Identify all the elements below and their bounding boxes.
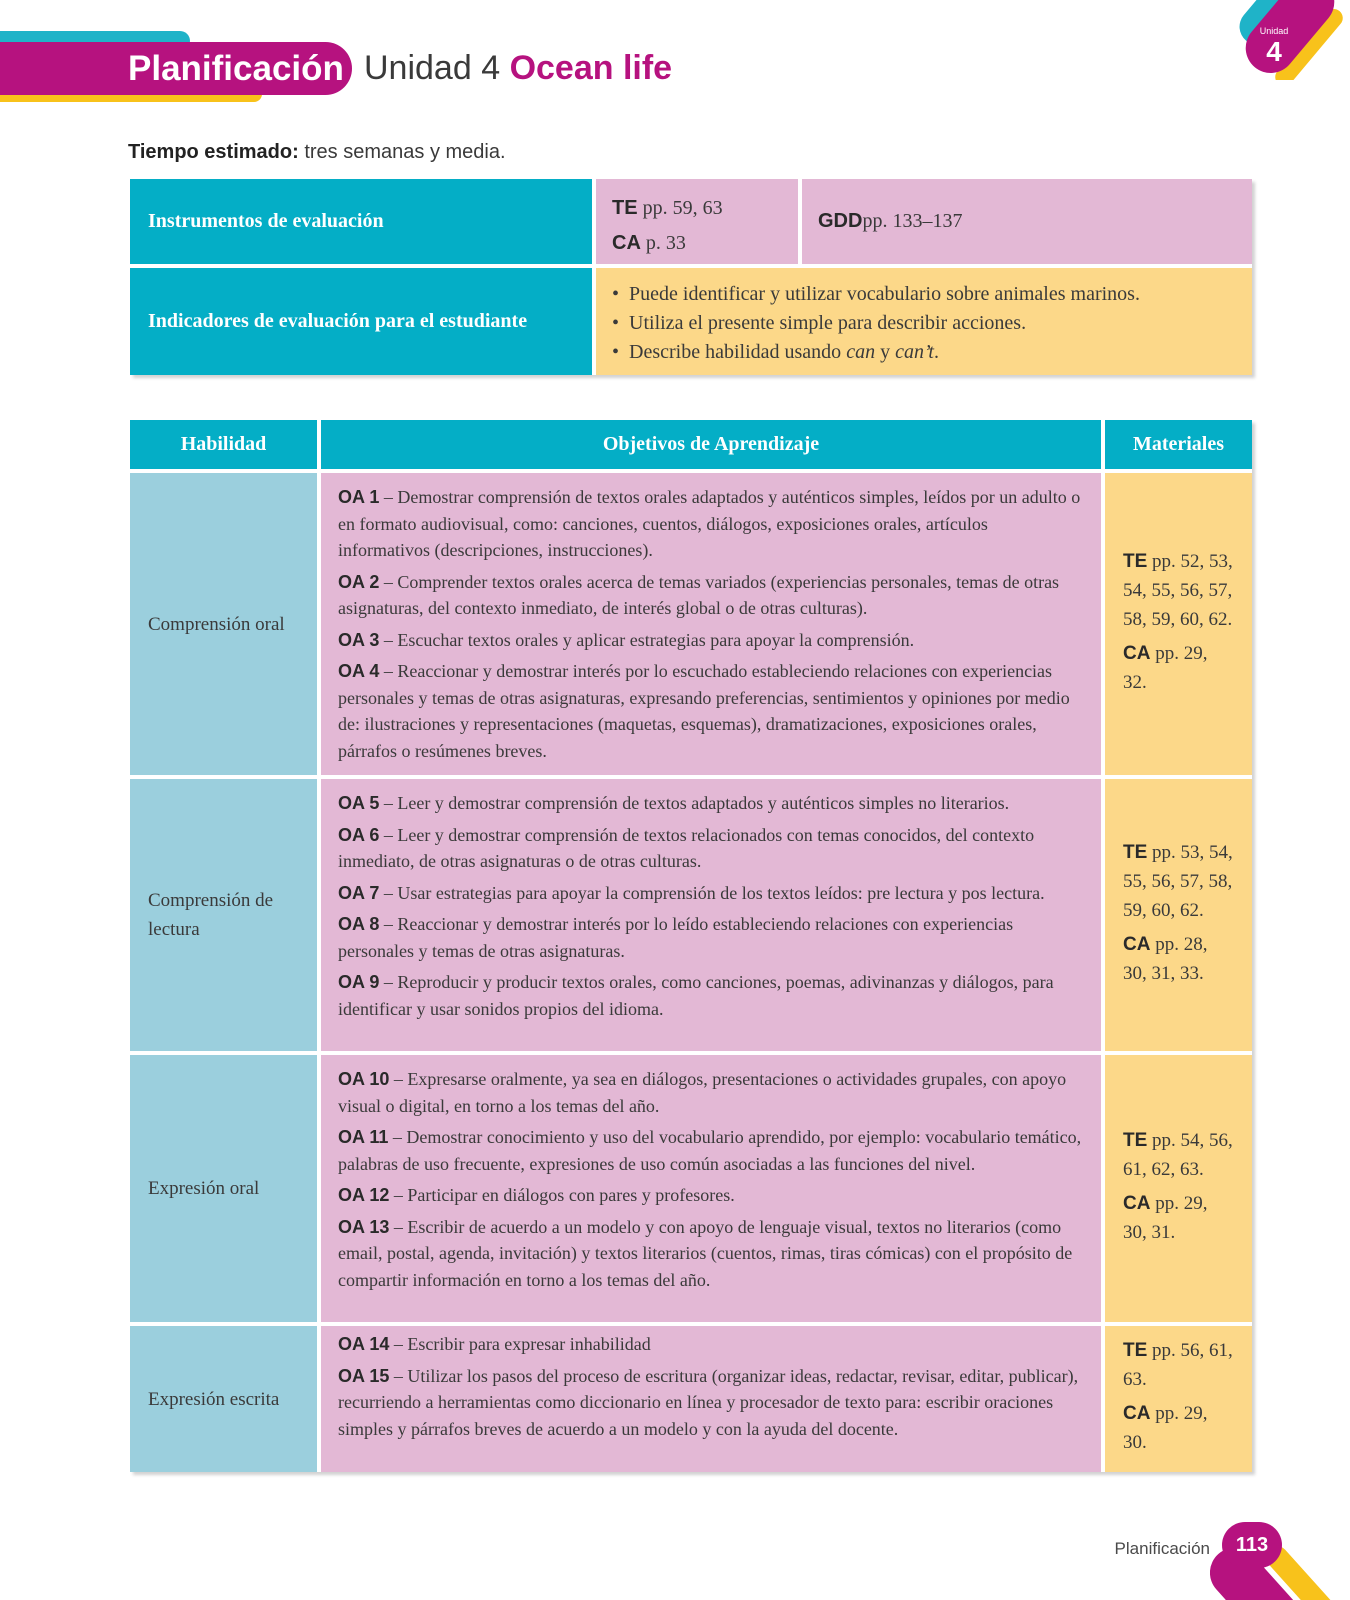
te-code: TE [1123,1129,1148,1151]
oa-text: – Comprender textos orales acerca de temas variados (experiencias personales, temas de otras asignaturas, del contexto inmediato, de interés global o de otras culturas). [338,571,1060,618]
instrumentos-label-cell [130,179,592,264]
unit-topic: Ocean life [509,49,673,87]
section-title: Planificación [128,49,344,88]
oa-code: OA 2 [338,571,380,592]
indicadores-cell [596,268,1252,375]
ca-code: CA [1123,1403,1151,1424]
oa-item [338,790,1083,817]
indicador-item: • Puede identificar y utilizar vocabulario sobre animales marinos. [612,280,1236,309]
oa-item [338,1182,1083,1209]
materiales-te [1123,838,1234,925]
oa-code: OA 5 [338,793,380,813]
instrumentos-ca [612,226,782,261]
indicador-3-y: y [875,341,896,363]
ca-code: CA [1123,933,1151,955]
ca-pages: pp. 29, 32. [1123,642,1208,693]
te-pages: pp. 52, 53, 54, 55, 56, 57, 58, 59, 60, 62. [1123,550,1233,630]
oa-code: OA 8 [338,914,380,934]
oa-code: OA 7 [338,882,380,903]
materiales-cell [1105,1326,1252,1472]
indicador-3-text: Describe habilidad usando [629,341,847,363]
oa-text: – Usar estrategias para apoyar la comprensión de los textos leídos: pre lectura y pos lectura. [379,882,1045,903]
header-materiales: Materiales [1105,420,1252,469]
objetivos-cell [321,1326,1101,1472]
ca-code: CA [612,232,641,254]
materiales-ca [1123,930,1234,988]
ca-code: CA [1123,1192,1151,1214]
instrumentos-te-ca-cell [596,179,798,264]
objetivos-cell [321,473,1101,775]
footer-label: Planificación [1114,1539,1210,1558]
instrumentos-gdd-cell [802,179,1252,264]
oa-text: – Escuchar textos orales y aplicar estrategias para apoyar la comprensión. [379,629,915,650]
oa-code: OA 10 [338,1069,390,1089]
oa-code: OA 15 [338,1365,390,1386]
tiempo-estimado [128,141,506,164]
oa-text: – Expresarse oralmente, ya sea en diálogos, presentaciones o actividades grupales, con apoyo visual o digital, en torno a los temas del año. [338,1069,1067,1116]
oa-code: OA 14 [338,1334,390,1354]
ca-pages: pp. 29, 30. [1123,1403,1208,1453]
unit-title [364,43,672,94]
oa-text: – Leer y demostrar comprensión de textos relacionados con temas conocidos, del contexto inmediato, de otras asignaturas o de otras culturas. [338,824,1035,871]
te-pages: pp. 53, 54, 55, 56, 57, 58, 59, 60, 62. [1123,841,1233,921]
objetivos-cell [321,1055,1101,1322]
oa-code: OA 1 [338,487,380,507]
header-objetivos: Objetivos de Aprendizaje [321,420,1101,469]
oa-text: – Reaccionar y demostrar interés por lo leído estableciendo relaciones con experiencias personales y temas de otras asignaturas. [338,914,1014,961]
oa-text: – Leer y demostrar comprensión de textos adaptados y auténticos simples no literarios. [379,793,1010,813]
oa-item [338,1363,1083,1443]
oa-text: – Escribir de acuerdo a un modelo y con apoyo de lenguaje visual, textos no literarios (como email, postal, agenda, invitación) y textos literarios (cuentos, rimas, tiras cómicas) con el propósito de compartir información en torno a los temas del año. [338,1216,1073,1290]
oa-text: – Utilizar los pasos del proceso de escritura (organizar ideas, redactar, revisar, editar, publicar), recurriendo a herramientas como diccionario en línea y procesador de texto para: escribir oraciones simples y párrafos breves de acuerdo a un modelo y con la ayuda del docente. [338,1365,1079,1439]
objetivos-cell [321,779,1101,1051]
habilidad-label: Comprensión de lectura [148,890,274,940]
oa-text: – Reaccionar y demostrar interés por lo escuchado estableciendo relaciones con experiencias personales y temas de otras asignaturas, expresando preferencias, sentimientos y opiniones por medio de: ilustraciones y representaciones (maquetas, esquemas), dramatizaciones, exposiciones orales, párrafos o resúmenes breves. [338,661,1070,761]
indicador-item: • Utiliza el presente simple para describir acciones. [612,309,1236,338]
oa-item [338,658,1083,764]
oa-code: OA 13 [338,1216,390,1237]
ca-pages: p. 33 [640,232,686,254]
materiales-cell [1105,779,1252,1051]
indicadores-list [596,268,1252,379]
materiales-cell [1105,473,1252,775]
oa-item [338,880,1083,907]
indicador-3-cant: can’t [895,341,934,363]
oa-item [338,484,1083,564]
oa-code: OA 3 [338,629,380,650]
habilidad-label: Expresión escrita [148,1388,280,1410]
indicadores-label-cell [130,268,592,375]
header-habilidad: Habilidad [130,420,317,469]
oa-code: OA 12 [338,1185,390,1205]
unit-prefix: Unidad 4 [364,49,501,87]
habilidad-cell [130,779,317,1051]
oa-item [338,569,1083,622]
materiales-ca [1123,1189,1234,1247]
tiempo-value: tres semanas y media. [298,141,506,163]
ca-pages: pp. 29, 30, 31. [1123,1192,1208,1243]
materiales-te [1123,1126,1234,1184]
oa-item [338,911,1083,964]
habilidad-cell [130,473,317,775]
te-code: TE [612,197,638,219]
indicadores-label: Indicadores de evaluación para el estudiante [148,310,528,332]
oa-code: OA 6 [338,824,380,845]
oa-item [338,1331,1083,1358]
oa-item [338,822,1083,875]
oa-code: OA 9 [338,972,380,992]
indicador-3-can: can [846,341,876,363]
oa-item [338,1214,1083,1294]
oa-item [338,1066,1083,1119]
oa-text: – Participar en diálogos con pares y profesores. [389,1185,735,1205]
materiales-te [1123,547,1234,634]
materiales-ca [1123,1399,1234,1457]
habilidad-cell [130,1055,317,1322]
gdd-code: GDD [818,210,863,232]
oa-code: OA 11 [338,1127,389,1147]
oa-text: – Demostrar conocimiento y uso del vocabulario aprendido, por ejemplo: vocabulario temático, palabras de uso frecuente, expresiones de uso común asociadas a las funciones del nivel. [338,1127,1082,1174]
instrumentos-label: Instrumentos de evaluación [148,210,384,232]
unit-badge-number: 4 [1266,36,1282,67]
materiales-cell [1105,1055,1252,1322]
indicador-item [612,338,1236,367]
unit-badge-label: Unidad [1259,26,1289,36]
oa-text: – Demostrar comprensión de textos orales adaptados y auténticos simples, leídos por un adulto o en formato audiovisual, como: canciones, cuentos, diálogos, exposiciones orales, artículos informativos (descripciones, instrucciones). [338,487,1081,560]
indicador-3-end: . [933,341,939,363]
habilidad-label: Comprensión oral [148,613,285,635]
tiempo-label: Tiempo estimado: [128,141,299,163]
te-code: TE [1123,550,1148,572]
instrumentos-te [612,191,782,226]
gdd-pages: pp. 133–137 [862,210,963,232]
oa-item [338,627,1083,654]
page-number: 113 [1222,1522,1282,1568]
ca-code: CA [1123,642,1151,664]
oa-code: OA 4 [338,661,380,681]
te-pages: pp. 59, 63 [637,197,723,219]
habilidad-cell [130,1326,317,1472]
ca-pages: pp. 28, 30, 31, 33. [1123,933,1208,984]
te-pages: pp. 54, 56, 61, 62, 63. [1123,1129,1233,1180]
oa-text: – Reproducir y producir textos orales, como canciones, poemas, adivinanzas y diálogos, para identificar y usar sonidos propios del idioma. [338,972,1054,1019]
materiales-ca [1123,639,1234,697]
te-code: TE [1123,841,1148,863]
habilidad-label: Expresión oral [148,1178,260,1199]
oa-item [338,1124,1083,1177]
materiales-te [1123,1336,1234,1394]
oa-text: – Escribir para expresar inhabilidad [389,1334,651,1354]
te-pages: pp. 56, 61, 63. [1123,1340,1233,1390]
te-code: TE [1123,1340,1148,1361]
oa-item [338,969,1083,1022]
